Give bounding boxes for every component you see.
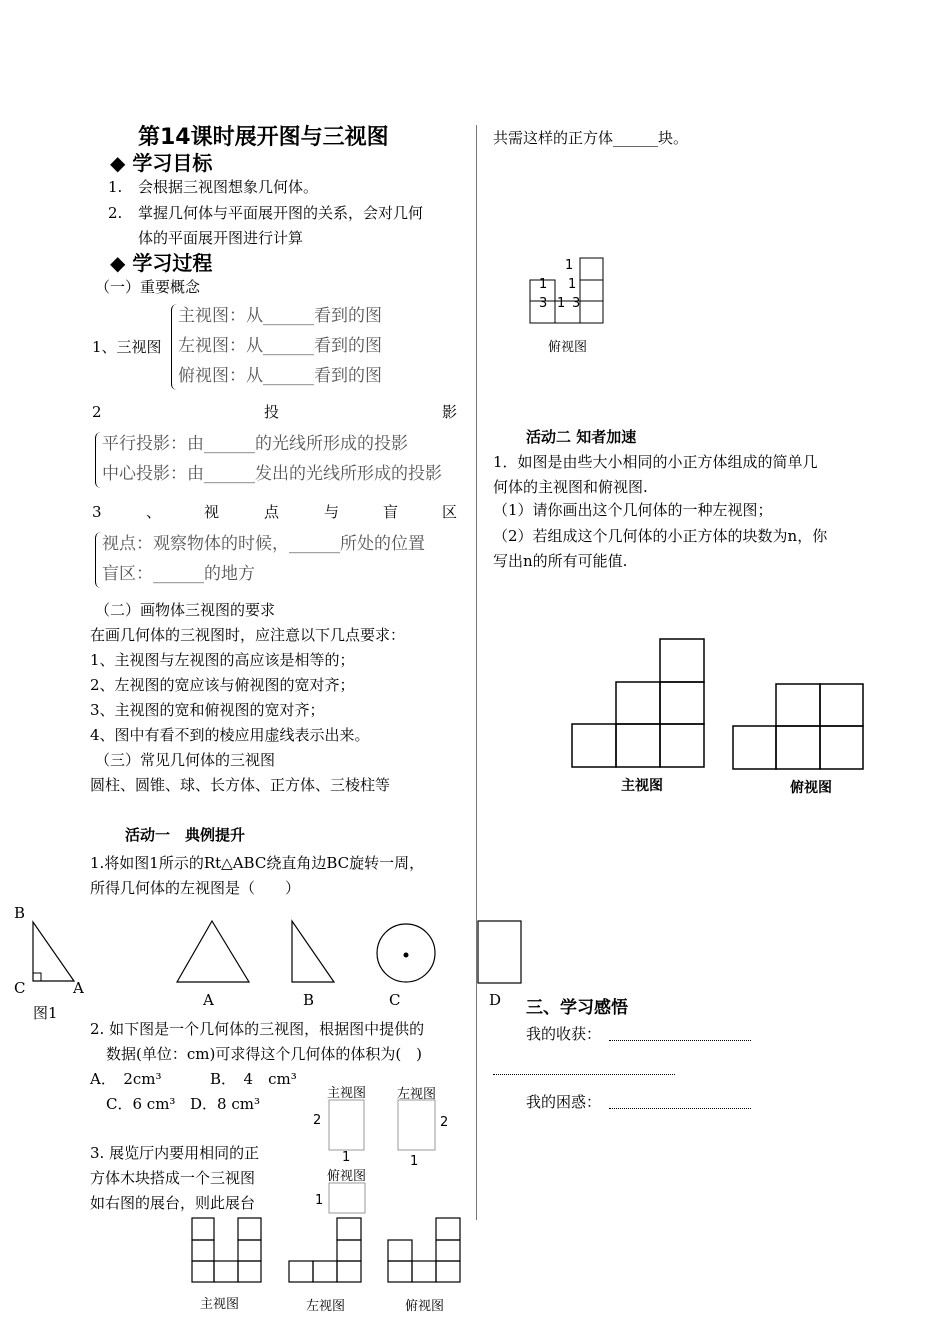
q3-text: 3. 展览厅内要用相同的正 <box>90 1144 260 1162</box>
a2-top-view-label: 俯视图 <box>790 780 832 796</box>
a2-text: 何体的主视图和俯视图. <box>493 478 648 496</box>
q3-answer-line: 共需这样的正方体______块。 <box>493 129 689 147</box>
goal-num-2: 2. <box>108 204 123 222</box>
left-view-def: 左视图：从______看到的图 <box>178 336 382 356</box>
central-projection: 中心投影：由______发出的光线所形成的投影 <box>102 464 442 484</box>
top-view-caption: 俯视图 <box>548 340 588 355</box>
three-view-label: 1、三视图 <box>92 338 162 356</box>
a2-text: 1．如图是由些大小相同的小正方体组成的简单几 <box>493 453 818 471</box>
a2-text: 写出n的所有可能值. <box>493 552 628 570</box>
goals-heading: ◆ 学习目标 <box>110 151 213 175</box>
q2-top-view-label: 俯视图 <box>327 1169 367 1184</box>
requirement-1: 1、主视图与左视图的高应该是相等的； <box>90 651 355 669</box>
confusion-answer-line[interactable] <box>609 1108 751 1109</box>
goal-2: 掌握几何体与平面展开图的关系，会对几何 <box>138 204 424 222</box>
q2-dim: 2 <box>440 1115 449 1130</box>
q3-left-view-label: 左视图 <box>306 1299 346 1314</box>
activity1-heading: 活动一 典例提升 <box>125 826 246 844</box>
activity2-heading: 活动二 知者加速 <box>526 428 637 446</box>
viewpoint-char: 、 <box>146 503 162 521</box>
q1-text: 1.将如图1所示的Rt△ABC绕直角边BC旋转一周， <box>90 854 425 872</box>
requirement-3: 3、主视图的宽和俯视图的宽对齐； <box>90 701 325 719</box>
parallel-projection: 平行投影：由______的光线所形成的投影 <box>102 434 408 454</box>
gain-label: 我的收获： <box>526 1025 602 1043</box>
q3-text: 方体木块搭成一个三视图 <box>90 1169 256 1187</box>
cube-count: 3 <box>572 296 581 311</box>
cube-count: 1 <box>557 296 566 311</box>
viewpoint-num: 3 <box>92 503 102 521</box>
vertex-a-label: A <box>73 979 84 997</box>
viewpoint-char: 视 <box>204 503 220 521</box>
cube-count: 3 <box>539 296 548 311</box>
cube-count: 1 <box>539 277 548 292</box>
q1-text-cont: 所得几何体的左视图是（ ） <box>90 879 301 897</box>
q2-dim: 2 <box>313 1113 322 1128</box>
common-list: 圆柱、圆锥、球、长方体、正方体、三棱柱等 <box>90 776 391 794</box>
option-b-label: B <box>303 991 315 1009</box>
brace <box>171 304 178 390</box>
gain-answer-line-2[interactable] <box>493 1074 675 1075</box>
vertex-c-label: C <box>14 979 26 997</box>
q3-text: 如右图的展台，则此展台 <box>90 1194 256 1212</box>
projection-char-2: 影 <box>442 403 458 421</box>
q2-option-c: C．6 cm³ <box>106 1095 176 1113</box>
top-view-def: 俯视图：从______看到的图 <box>178 366 382 386</box>
a2-views <box>0 0 1 1</box>
goal-num-1: 1. <box>108 178 123 196</box>
q2-option-d: D．8 cm³ <box>190 1095 260 1113</box>
q2-option-b: B． 4 cm³ <box>210 1070 297 1088</box>
brace <box>95 532 101 588</box>
option-d-label: D <box>489 991 502 1009</box>
a2-text: （2）若组成这个几何体的小正方体的块数为n，你 <box>493 527 828 545</box>
option-c-label: C <box>389 991 401 1009</box>
requirement-2: 2、左视图的宽应该与俯视图的宽对齐； <box>90 676 355 694</box>
q2-left-view-label: 左视图 <box>397 1087 437 1102</box>
viewpoint-char: 区 <box>442 503 458 521</box>
column-divider <box>476 125 477 1220</box>
q2-text-cont: 数据(单位：cm)可求得这个几何体的体积为( ) <box>106 1045 423 1063</box>
common-heading: （三）常见几何体的三视图 <box>95 751 276 769</box>
vertex-b-label: B <box>14 904 26 922</box>
reflection-heading: 三、学习感悟 <box>526 998 628 1018</box>
q3-front-view-label: 主视图 <box>200 1297 240 1312</box>
q3-top-view-label: 俯视图 <box>405 1299 445 1314</box>
goal-2-cont: 体的平面展开图进行计算 <box>138 229 304 247</box>
concepts-heading: （一）重要概念 <box>95 278 201 296</box>
requirements-heading: （二）画物体三视图的要求 <box>95 601 276 619</box>
viewpoint-char: 盲 <box>383 503 399 521</box>
q2-option-a: A． 2cm³ <box>90 1070 162 1088</box>
q2-dim: 1 <box>342 1150 351 1165</box>
projection-char-1: 投 <box>264 403 280 421</box>
q2-dim: 1 <box>410 1154 419 1169</box>
brace <box>95 432 101 488</box>
a2-front-view-label: 主视图 <box>621 778 663 794</box>
front-view-def: 主视图：从______看到的图 <box>178 306 382 326</box>
viewpoint-char: 与 <box>324 503 340 521</box>
projection-num: 2 <box>92 403 102 421</box>
q2-front-view-label: 主视图 <box>327 1086 367 1101</box>
cube-count: 1 <box>568 277 577 292</box>
figure1-caption: 图1 <box>33 1004 58 1022</box>
requirement-intro: 在画几何体的三视图时，应注意以下几点要求： <box>90 626 406 644</box>
cube-count: 1 <box>565 258 574 273</box>
goal-1: 会根据三视图想象几何体。 <box>138 178 319 196</box>
process-heading: ◆ 学习过程 <box>110 251 213 275</box>
a2-text: （1）请你画出这个几何体的一种左视图； <box>493 501 773 519</box>
blindzone-def: 盲区：______的地方 <box>102 564 255 584</box>
q2-text: 2. 如下图是一个几何体的三视图，根据图中提供的 <box>90 1020 425 1038</box>
option-a-label: A <box>203 991 214 1009</box>
viewpoint-char: 点 <box>264 503 280 521</box>
confusion-label: 我的困惑： <box>526 1093 602 1111</box>
requirement-4: 4、图中有看不到的棱应用虚线表示出来。 <box>90 726 370 744</box>
q2-dim: 1 <box>315 1193 324 1208</box>
gain-answer-line[interactable] <box>609 1040 751 1041</box>
viewpoint-def: 视点：观察物体的时候，______所处的位置 <box>102 534 425 554</box>
page-title: 第14课时展开图与三视图 <box>138 125 389 150</box>
